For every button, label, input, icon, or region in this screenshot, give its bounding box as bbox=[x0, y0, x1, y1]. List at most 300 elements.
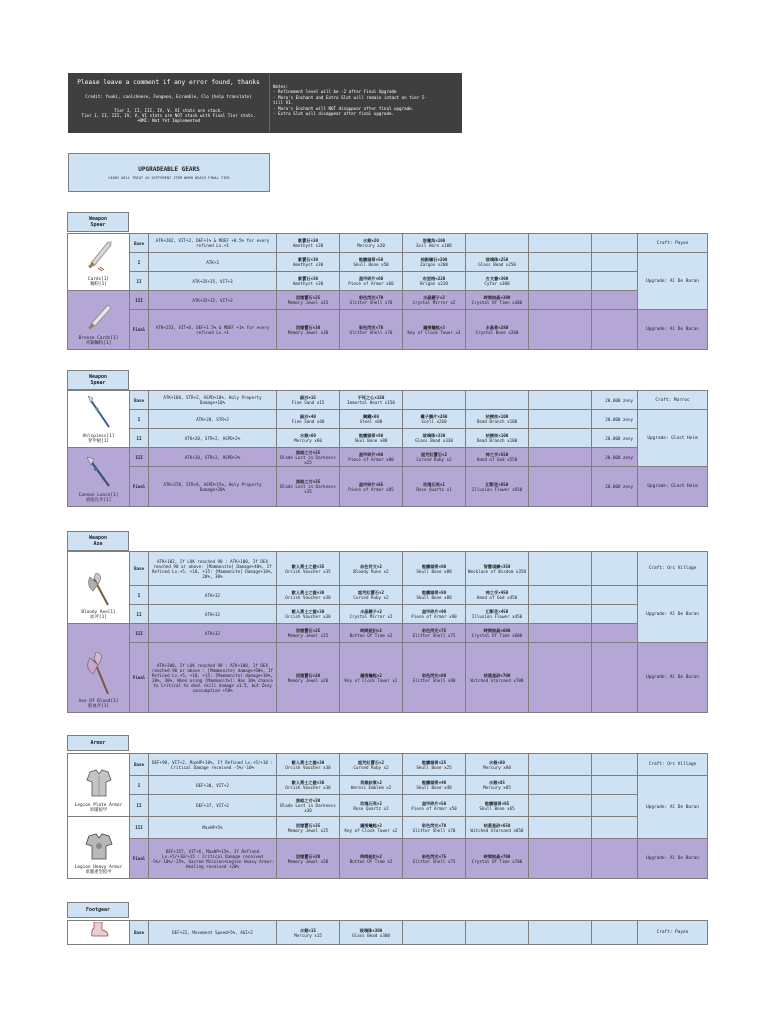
material-cell bbox=[277, 795, 340, 817]
material-qty: Mercury x20 bbox=[357, 243, 385, 248]
material-name: 紫寶石×30 bbox=[297, 257, 319, 262]
material-qty: Immortal Heart x150 bbox=[347, 400, 395, 405]
material-qty: Skull Bone x40 bbox=[416, 785, 452, 790]
material-qty: Hand of God x550 bbox=[476, 457, 518, 462]
empty-cell bbox=[529, 817, 592, 839]
material-name: 水晶骨×280 bbox=[485, 324, 509, 330]
empty-cell bbox=[529, 448, 592, 467]
material-cell bbox=[403, 795, 466, 817]
material-name: 水銀×20 bbox=[363, 238, 379, 243]
material-qty: Witched Starsand x650 bbox=[470, 827, 524, 833]
material-qty: Skul Bone x80 bbox=[354, 438, 388, 443]
material-cell bbox=[340, 391, 403, 410]
header-tier-line: Tier I, II, III, IV, V, VI stats are NOT stack with Final Tier stats. bbox=[81, 113, 256, 118]
stat-cell: DEF+37, VIT+2 bbox=[149, 795, 277, 817]
item-cell bbox=[68, 624, 130, 713]
category-name: Footgear bbox=[85, 907, 111, 913]
zeny-cell bbox=[592, 754, 638, 776]
material-name: 骷髏頭骨×80 bbox=[358, 433, 384, 438]
tier-label: Final bbox=[130, 467, 149, 507]
stat-cell: ATK+32 bbox=[149, 586, 277, 605]
upgradeable-gears-banner bbox=[68, 153, 270, 192]
material-cell bbox=[466, 795, 529, 817]
table-row bbox=[68, 253, 708, 272]
material-name: 時間結晶×600 bbox=[483, 628, 511, 633]
empty-cell bbox=[529, 410, 592, 429]
zeny-cell bbox=[592, 776, 638, 795]
location-cell: Craft: Orc Village bbox=[638, 754, 708, 776]
zeny-cell bbox=[592, 253, 638, 272]
stat-cell: ATK+35+35, VIT+3 bbox=[149, 291, 277, 310]
item-cell bbox=[68, 234, 130, 291]
item-cell bbox=[68, 391, 130, 448]
location-cell: Upgrade: Al De Baran bbox=[638, 776, 708, 839]
tier-label: Base bbox=[130, 234, 149, 253]
material-cell bbox=[277, 410, 340, 429]
material-qty: Cursed Ruby x2 bbox=[353, 595, 389, 600]
location-cell: Upgrade: Al De Baran bbox=[638, 253, 708, 310]
material-name: 盔甲碎片×85 bbox=[358, 481, 384, 487]
material-cell bbox=[277, 921, 340, 945]
zeny-cell bbox=[592, 605, 638, 624]
category-label bbox=[67, 531, 129, 551]
empty-cell bbox=[529, 839, 592, 879]
material-qty: Skull Bone x80 bbox=[416, 568, 452, 574]
material-cell bbox=[403, 253, 466, 272]
material-name: 鋼鐵×80 bbox=[363, 414, 379, 419]
empty-cell bbox=[529, 234, 592, 253]
lance-icon bbox=[84, 395, 114, 431]
item-name-cn: 麵粉[1] bbox=[90, 282, 107, 287]
material-name: 黑暗之刃×25 bbox=[295, 449, 321, 455]
material-qty: Illusion Flower x650 bbox=[471, 486, 523, 492]
note-line: till VI. bbox=[273, 100, 294, 106]
material-qty: Amethyst x30 bbox=[292, 262, 324, 267]
lance-icon bbox=[84, 456, 114, 490]
material-cell bbox=[277, 310, 340, 350]
category-name: Weapon bbox=[88, 374, 108, 380]
material-name: 彩色閃光×70 bbox=[421, 822, 447, 828]
empty-cell bbox=[529, 391, 592, 410]
zeny-cell bbox=[592, 310, 638, 350]
material-name: 獸人勇士之證×30 bbox=[291, 780, 325, 785]
material-qty: Fine Sand x40 bbox=[291, 419, 325, 424]
material-name: 詛咒紅寶石×2 bbox=[358, 590, 384, 595]
material-qty: Crystal Mirror x2 bbox=[412, 300, 456, 305]
info-header bbox=[68, 73, 462, 133]
table-row bbox=[68, 310, 708, 350]
material-cell bbox=[403, 410, 466, 429]
material-cell bbox=[403, 310, 466, 350]
zeny-cell bbox=[592, 586, 638, 605]
material-qty: Cyfar x300 bbox=[484, 281, 510, 286]
material-name: 水晶鏡子×2 bbox=[360, 609, 382, 614]
material-cell bbox=[466, 921, 529, 945]
material-cell bbox=[340, 429, 403, 448]
material-cell bbox=[340, 921, 403, 945]
zeny-cell: 20.000 zeny bbox=[592, 448, 638, 467]
category-name: Armor bbox=[90, 740, 106, 746]
table-row bbox=[68, 643, 708, 713]
material-qty: Button Of Time x2 bbox=[349, 633, 393, 638]
material-qty: Memory Jewel x20 bbox=[287, 858, 329, 864]
material-name: 回憶寶石×20 bbox=[295, 672, 321, 678]
location-cell: Upgrade: Glast Heim bbox=[638, 410, 708, 467]
material-cell bbox=[466, 817, 529, 839]
item-name: Legion Plate Armor bbox=[74, 803, 123, 808]
material-cell bbox=[466, 429, 529, 448]
material-name: 骷髏頭骨×80 bbox=[421, 563, 447, 569]
material-qty: Bloody Rune x2 bbox=[353, 568, 389, 574]
zeny-cell bbox=[592, 839, 638, 879]
material-cell bbox=[340, 448, 403, 467]
item-cell bbox=[68, 921, 130, 945]
material-name: 彩色閃光×75 bbox=[421, 628, 447, 633]
header-credits bbox=[68, 73, 270, 133]
material-cell bbox=[403, 605, 466, 624]
item-name-cn: 穿甲槍[1] bbox=[87, 439, 110, 444]
material-name: 回憶寶石×25 bbox=[295, 628, 321, 633]
zeny-cell bbox=[592, 624, 638, 643]
material-cell bbox=[277, 448, 340, 467]
item-name-cn: 血斧[1] bbox=[90, 615, 107, 620]
material-name: 枯樹枝×100 bbox=[485, 433, 509, 438]
tier-label: I bbox=[130, 776, 149, 795]
table-row bbox=[68, 776, 708, 795]
location-cell: Craft: Orc Village bbox=[638, 552, 708, 586]
empty-cell bbox=[529, 643, 592, 713]
location-cell: Upgrade: Glast Heim bbox=[638, 467, 708, 507]
material-cell bbox=[403, 448, 466, 467]
material-name: 盔甲碎片×60 bbox=[358, 276, 384, 281]
material-cell bbox=[466, 586, 529, 605]
tier-label: II bbox=[130, 605, 149, 624]
tier-label: III bbox=[130, 291, 149, 310]
zeny-cell: 20.000 zeny bbox=[592, 429, 638, 448]
material-name: 回憶寶石×25 bbox=[295, 295, 321, 300]
material-name: 彩色閃光×70 bbox=[358, 295, 384, 300]
stat-cell: ATK+32 bbox=[149, 605, 277, 624]
table-row bbox=[68, 448, 708, 467]
material-cell bbox=[277, 754, 340, 776]
material-cell bbox=[277, 429, 340, 448]
material-name: 神之手×550 bbox=[485, 452, 509, 457]
material-cell bbox=[277, 272, 340, 291]
material-cell bbox=[340, 754, 403, 776]
material-name: 鐘塔鑰匙×3 bbox=[423, 324, 445, 330]
material-cell bbox=[466, 410, 529, 429]
material-name: 枯萎星砂×700 bbox=[483, 672, 511, 678]
material-name: 水銀×80 bbox=[489, 759, 505, 765]
empty-cell bbox=[529, 776, 592, 795]
material-name: 獸人勇士之證×35 bbox=[291, 563, 325, 569]
material-name: 水銀×60 bbox=[300, 433, 316, 438]
item-cell bbox=[68, 448, 130, 507]
stat-cell: ATK+102, If LUK reached 90 : ATK+100, If DEX reached 90 or above: [Mammonite] Damage+40%, If Refined Lv.+5, +10, +15: [Mammonite] Damage+10%, 20%, 30% bbox=[149, 552, 277, 586]
material-cell bbox=[277, 234, 340, 253]
material-cell bbox=[403, 754, 466, 776]
material-qty: Cursed Ruby x2 bbox=[353, 764, 389, 770]
category-name: Weapon bbox=[88, 535, 108, 541]
empty-cell bbox=[529, 253, 592, 272]
material-cell bbox=[466, 272, 529, 291]
stat-cell: ATK+20, STR+2 bbox=[149, 410, 277, 429]
item-name: Bloody Axe[1] bbox=[81, 610, 116, 615]
table-row bbox=[68, 291, 708, 310]
material-cell bbox=[277, 253, 340, 272]
tier-label: Final bbox=[130, 839, 149, 879]
note-line: - Mora's Enchant and Extra Slot will remain intact on tier I- bbox=[273, 94, 427, 100]
note-line: - Extra Slot will disappear after final upgrade. bbox=[273, 111, 395, 117]
material-qty: Mercury x60 bbox=[294, 438, 322, 443]
material-name: 鐘塔鑰匙×2 bbox=[360, 672, 382, 678]
material-cell bbox=[340, 467, 403, 507]
material-cell bbox=[340, 410, 403, 429]
item-name: Cannon Lance[1] bbox=[78, 493, 119, 498]
material-qty: Button Of Time x2 bbox=[349, 858, 393, 864]
empty-cell bbox=[529, 586, 592, 605]
material-cell bbox=[403, 643, 466, 713]
item-name-cn: 青銅麵粉[1] bbox=[85, 341, 112, 346]
category-label bbox=[67, 370, 129, 390]
material-qty: Glitter Shell x75 bbox=[412, 633, 456, 638]
upgradeable-title: UPGRADEABLE GEARS bbox=[138, 166, 200, 173]
tier-label: III bbox=[130, 448, 149, 467]
axe-icon bbox=[84, 573, 114, 607]
material-name: 枯樹枝×100 bbox=[485, 414, 509, 419]
tier-label: III bbox=[130, 817, 149, 839]
table-row bbox=[68, 429, 708, 448]
table-row bbox=[68, 272, 708, 291]
material-name: 彩色閃光×70 bbox=[358, 324, 384, 330]
material-name: 獸人勇士之證×30 bbox=[291, 759, 325, 765]
zeny-cell bbox=[592, 291, 638, 310]
material-cell bbox=[340, 586, 403, 605]
material-qty: Crystal Of Time x300 bbox=[471, 300, 523, 305]
material-cell bbox=[466, 776, 529, 795]
material-name: 血色符文×2 bbox=[360, 563, 382, 569]
material-name: 回憶寶石×20 bbox=[295, 853, 321, 859]
material-qty: Key of Clock Tower x2 bbox=[344, 827, 398, 833]
zeny-cell bbox=[592, 234, 638, 253]
material-name: 骷髏頭骨×25 bbox=[421, 759, 447, 765]
material-qty: Amethyst x30 bbox=[292, 243, 324, 248]
material-cell bbox=[340, 310, 403, 350]
material-name: 細沙×40 bbox=[300, 414, 316, 419]
material-name: 時間結晶×700 bbox=[483, 853, 511, 859]
material-cell bbox=[340, 272, 403, 291]
material-cell bbox=[340, 234, 403, 253]
material-name: 玻璃珠×250 bbox=[485, 257, 509, 262]
item-name: Legion Heavy Armor bbox=[74, 865, 123, 870]
location-cell: Upgrade: Al De Baran bbox=[638, 586, 708, 643]
material-qty: Necklace of Wisdom x350 bbox=[468, 568, 526, 574]
material-qty: Dead Branch x100 bbox=[476, 438, 518, 443]
item-cell bbox=[68, 291, 130, 350]
material-qty: Piece of Armor x50 bbox=[411, 805, 457, 811]
material-qty: Rose Quartz x2 bbox=[353, 805, 389, 811]
table-row bbox=[68, 839, 708, 879]
material-name: 盔甲碎片×80 bbox=[358, 452, 384, 457]
material-name: 布里格×220 bbox=[422, 276, 446, 281]
header-credit: Credit: Yuuki, coolcheese, Fongeon, Ecrumble, Clo (help translate) bbox=[85, 94, 252, 99]
table-row bbox=[68, 552, 708, 586]
material-cell bbox=[277, 291, 340, 310]
table-row bbox=[68, 921, 708, 945]
material-cell bbox=[277, 817, 340, 839]
table-row bbox=[68, 624, 708, 643]
material-qty: Orcish Voucher x35 bbox=[285, 568, 331, 574]
material-qty: Illusion Flower x450 bbox=[471, 614, 523, 619]
category-label bbox=[67, 902, 129, 918]
material-qty: Witched Starsand x700 bbox=[470, 677, 524, 683]
armor-icon bbox=[84, 768, 114, 800]
item-name-cn: 軍團板甲 bbox=[89, 808, 108, 813]
stat-cell: DEF+30, VIT+2 bbox=[149, 776, 277, 795]
material-cell bbox=[403, 552, 466, 586]
material-name: 詛咒紅寶石×2 bbox=[421, 452, 447, 457]
material-name: 骷髏頭骨×65 bbox=[484, 800, 510, 806]
material-qty: Mercury x85 bbox=[483, 785, 511, 790]
material-cell bbox=[340, 605, 403, 624]
tier-label: Base bbox=[130, 921, 149, 945]
material-cell bbox=[340, 291, 403, 310]
category-label bbox=[67, 735, 129, 751]
material-name: 獸人勇士之證×30 bbox=[291, 590, 325, 595]
material-qty: Memory Jewel x25 bbox=[287, 300, 329, 305]
empty-cell bbox=[529, 754, 592, 776]
material-qty: Glass Bead x250 bbox=[478, 262, 516, 267]
material-cell bbox=[466, 448, 529, 467]
material-qty: Glitter Shell x70 bbox=[349, 300, 393, 305]
material-qty: Memory Jewel x20 bbox=[287, 677, 329, 683]
location-cell: Craft: Morroc bbox=[638, 391, 708, 410]
stat-cell: ATK+180, STR+2, ASPD+10%, Holy Property Damage+10% bbox=[149, 391, 277, 410]
material-cell bbox=[403, 776, 466, 795]
material-qty: Memory Jewel x25 bbox=[287, 827, 329, 833]
spear-icon bbox=[84, 240, 114, 274]
material-qty: Rose Quartz x1 bbox=[416, 486, 452, 492]
material-qty: Steel x80 bbox=[359, 419, 383, 424]
material-cell bbox=[277, 552, 340, 586]
material-name: 紫寶石×30 bbox=[297, 276, 319, 281]
material-cell bbox=[466, 467, 529, 507]
table-row bbox=[68, 605, 708, 624]
material-name: 盔甲碎片×50 bbox=[421, 800, 447, 806]
empty-cell bbox=[529, 467, 592, 507]
material-qty: Skull Bone x65 bbox=[479, 805, 515, 811]
zeny-cell: 20.000 zeny bbox=[592, 467, 638, 507]
category-name: Weapon bbox=[88, 216, 108, 222]
material-name: 玫瑰石英×1 bbox=[423, 481, 445, 487]
tier-label: II bbox=[130, 429, 149, 448]
stat-cell: MaxHP+5% bbox=[149, 817, 277, 839]
item-name: Cards[1] bbox=[87, 277, 110, 282]
material-qty: Evil Horn x108 bbox=[416, 243, 452, 248]
material-qty: Fine Sand x15 bbox=[291, 400, 325, 405]
category-label bbox=[67, 212, 129, 232]
material-cell bbox=[340, 624, 403, 643]
material-qty: Heroic Emblem x2 bbox=[350, 785, 392, 790]
material-name: 純銀礦石×200 bbox=[420, 257, 448, 262]
table-row bbox=[68, 586, 708, 605]
location-cell: Craft: Payon bbox=[638, 921, 708, 945]
material-name: 不死之心×150 bbox=[357, 395, 385, 400]
material-cell bbox=[340, 776, 403, 795]
material-cell bbox=[466, 234, 529, 253]
material-name: 幻影花×650 bbox=[485, 481, 509, 487]
material-cell bbox=[403, 921, 466, 945]
material-cell bbox=[403, 234, 466, 253]
material-name: 玻璃珠×300 bbox=[359, 927, 383, 933]
header-title: Please leave a comment if any error found, thanks bbox=[77, 79, 260, 86]
material-qty: Crystal Of Time x600 bbox=[471, 633, 523, 638]
material-name: 盔甲碎片×90 bbox=[421, 609, 447, 614]
material-qty: Skull Bone x25 bbox=[416, 764, 452, 770]
material-qty: Glitter Shell x75 bbox=[412, 858, 456, 864]
material-qty: Piece of Armor x85 bbox=[348, 486, 394, 492]
empty-cell bbox=[529, 272, 592, 291]
material-name: 黑暗之刃×35 bbox=[295, 479, 321, 484]
upgrade-table-legion-armor bbox=[67, 753, 708, 879]
material-qty: Crystal Bone x280 bbox=[475, 329, 519, 335]
tier-label: Final bbox=[130, 643, 149, 713]
material-qty: Glass Bead x300 bbox=[352, 932, 390, 938]
material-qty: Blade Lost in Darkness x35 bbox=[280, 484, 336, 494]
material-qty: Brigan x220 bbox=[420, 281, 448, 286]
material-cell bbox=[403, 391, 466, 410]
item-cell bbox=[68, 817, 130, 879]
material-qty: Orcish Voucher x30 bbox=[285, 764, 331, 770]
material-qty: Glitter Shell x80 bbox=[412, 677, 456, 683]
material-cell bbox=[466, 839, 529, 879]
stat-cell: ATK+32 bbox=[149, 624, 277, 643]
tier-label: Final bbox=[130, 310, 149, 350]
material-cell bbox=[403, 467, 466, 507]
zeny-cell bbox=[592, 272, 638, 291]
material-name: 智慧項鍊×350 bbox=[483, 563, 511, 569]
stat-cell: DEF+22, Movement Speed+5%, AGI+2 bbox=[149, 921, 277, 945]
spear-icon bbox=[84, 303, 114, 333]
category-subtype: Spear bbox=[90, 222, 106, 228]
material-cell bbox=[340, 253, 403, 272]
material-qty: Key of Clock Tower x2 bbox=[344, 677, 398, 683]
upgradeable-subtitle: GEARS WILL TREAT AS DIFFERENT ITEM WHEN REACH FINAL TIER bbox=[108, 176, 230, 180]
armor-icon bbox=[84, 832, 114, 862]
material-cell bbox=[340, 643, 403, 713]
material-cell bbox=[277, 467, 340, 507]
material-qty: Glitter Shell x70 bbox=[349, 329, 393, 335]
material-name: 水晶鏡子×2 bbox=[423, 295, 445, 300]
material-qty: Piece of Armor x80 bbox=[348, 457, 394, 462]
location-cell: Upgrade: Al De Baran bbox=[638, 310, 708, 350]
material-qty: Glass Bead x330 bbox=[415, 438, 453, 443]
item-name: Ahlspiess[1] bbox=[82, 434, 115, 439]
axe-icon bbox=[84, 652, 114, 696]
upgrade-table-ahlspiess bbox=[67, 390, 708, 507]
location-cell: Craft: Payon bbox=[638, 234, 708, 253]
item-name: Bronze Cards[1] bbox=[78, 336, 119, 341]
material-name: 細沙×15 bbox=[300, 395, 316, 400]
tier-label: I bbox=[130, 410, 149, 429]
empty-cell bbox=[529, 921, 592, 945]
empty-cell bbox=[529, 605, 592, 624]
material-name: 黑暗之刃×30 bbox=[295, 798, 321, 803]
material-cell bbox=[403, 429, 466, 448]
material-cell bbox=[340, 552, 403, 586]
material-name: 時間結晶×300 bbox=[483, 295, 511, 300]
category-subtype: Spear bbox=[90, 380, 106, 386]
